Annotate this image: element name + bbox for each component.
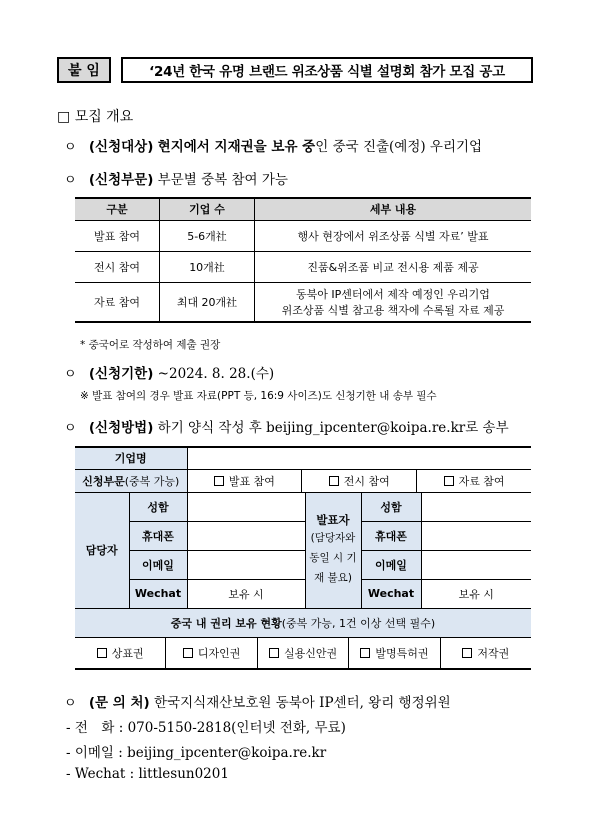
- page-title-text: ‘24년 한국 유명 브랜드 위조상품 식별 설명회 참가 모집 공고: [149, 64, 505, 80]
- manager-name-label: 성함: [129, 492, 187, 521]
- checkbox-icon[interactable]: [97, 648, 107, 658]
- circle-bullet-icon: ㅇ: [64, 173, 77, 188]
- note-presentation: ※ 발표 참여의 경우 발표 자료(PPT 등, 16:9 사이즈)도 신청기한 내 송부 필수: [80, 390, 437, 402]
- attachment-tag-text: 붙 임: [68, 63, 100, 79]
- checkbox-icon[interactable]: [444, 476, 454, 486]
- rights-options: [75, 637, 531, 669]
- deadline-text: ~2024. 8. 28.(수): [157, 366, 275, 382]
- table-row: [75, 282, 531, 322]
- target-bold: 현지에서 지재권을 보유 중: [157, 139, 316, 155]
- manager-name-field[interactable]: [187, 492, 305, 521]
- table-cell: 전시 참여: [75, 251, 160, 282]
- right-label: 발명특허권: [375, 646, 429, 660]
- option-label: 전시 참여: [343, 474, 390, 488]
- presenter-name-label: 성함: [361, 492, 421, 521]
- deadline-label: (신청기한): [88, 366, 154, 382]
- table-header: 세부 내용: [255, 198, 532, 220]
- checkbox-icon[interactable]: [462, 648, 472, 658]
- option-material[interactable]: [417, 470, 531, 492]
- table-cell-line: 동북아 IP센터에서 제작 예정인 우리기업: [296, 287, 490, 301]
- presenter-phone-label: 휴대폰: [361, 521, 421, 550]
- right-design[interactable]: [166, 638, 257, 668]
- company-field[interactable]: [187, 447, 531, 469]
- manager-label: 담당자: [75, 492, 129, 608]
- right-label: 실용신안권: [283, 646, 338, 660]
- right-label: 상표권: [111, 646, 144, 660]
- attachment-tag: [57, 57, 111, 83]
- category-options: [187, 469, 531, 492]
- contact-text: 한국지식재산보호원 동북아 IP센터, 왕리 행정위원: [154, 695, 451, 711]
- method-line: [64, 416, 509, 436]
- presenter-wechat-field[interactable]: 보유 시: [421, 579, 531, 608]
- presenter-email-field[interactable]: [421, 550, 531, 579]
- contact-label: (문 의 처): [88, 695, 150, 711]
- rights-title: [75, 608, 531, 637]
- right-trademark[interactable]: [75, 638, 166, 668]
- table-row: [75, 220, 531, 251]
- table-cell: 자료 참여: [75, 282, 160, 322]
- note-chinese: * 중국어로 작성하여 제출 권장: [80, 339, 221, 351]
- right-utility[interactable]: [258, 638, 349, 668]
- checkbox-icon[interactable]: [360, 648, 370, 658]
- option-label: 발표 참여: [228, 474, 275, 488]
- application-form: [75, 446, 531, 670]
- manager-phone-field[interactable]: [187, 521, 305, 550]
- category-label: (신청부문): [88, 172, 154, 188]
- contact-phone: - 전 화 : 070-5150-2818(인터넷 전화, 무료): [66, 720, 346, 736]
- presenter-note: (담당자와 동일 시 기재 불요): [309, 532, 357, 584]
- method-text: 하기 양식 작성 후 beijing_ipcenter@koipa.re.kr로 송부: [157, 420, 509, 436]
- presenter-label: [305, 492, 361, 608]
- table-cell: 발표 참여: [75, 220, 160, 251]
- right-patent[interactable]: [349, 638, 440, 668]
- option-presentation[interactable]: [188, 470, 303, 492]
- table-header: 기업 수: [160, 198, 255, 220]
- presenter-name-field[interactable]: [421, 492, 531, 521]
- contact-wechat: - Wechat : littlesun0201: [66, 766, 229, 782]
- presenter-email-label: 이메일: [361, 550, 421, 579]
- circle-bullet-icon: ㅇ: [64, 367, 77, 382]
- circle-bullet-icon: ㅇ: [64, 140, 77, 155]
- section-title-text: 모집 개요: [74, 109, 134, 125]
- table-header: 구분: [75, 198, 160, 220]
- category-line: [64, 168, 288, 188]
- right-copyright[interactable]: [441, 638, 531, 668]
- manager-phone-label: 휴대폰: [129, 521, 187, 550]
- right-label: 디자인권: [197, 646, 241, 660]
- category-field-label: [75, 469, 187, 492]
- manager-email-field[interactable]: [187, 550, 305, 579]
- presenter-label-text: 발표자: [316, 513, 350, 527]
- checkbox-icon[interactable]: [183, 648, 193, 658]
- category-table: [75, 197, 531, 323]
- table-cell-line: 위조상품 식별 참고용 책자에 수록될 자료 제공: [281, 303, 505, 317]
- contact-line: [64, 691, 451, 711]
- option-exhibition[interactable]: [302, 470, 417, 492]
- presenter-wechat-label: Wechat: [361, 579, 421, 608]
- manager-wechat-field[interactable]: 보유 시: [187, 579, 305, 608]
- circle-bullet-icon: ㅇ: [64, 696, 77, 711]
- page-title: [121, 57, 533, 83]
- circle-bullet-icon: ㅇ: [64, 421, 77, 436]
- category-field-note: (중복 가능): [124, 474, 180, 488]
- rights-title-text: 중국 내 권리 보유 현황: [170, 616, 282, 630]
- deadline-line: [64, 362, 274, 382]
- checkbox-icon[interactable]: [329, 476, 339, 486]
- company-label: 기업명: [75, 447, 187, 469]
- contact-email: - 이메일 : beijing_ipcenter@koipa.re.kr: [66, 745, 327, 761]
- right-label: 저작권: [477, 646, 510, 660]
- table-row: [75, 251, 531, 282]
- category-text: 부문별 중복 참여 가능: [157, 172, 288, 188]
- table-cell: 행사 현장에서 위조상품 식별 자료’ 발표: [255, 220, 532, 251]
- manager-email-label: 이메일: [129, 550, 187, 579]
- presenter-phone-field[interactable]: [421, 521, 531, 550]
- table-cell: [255, 282, 532, 322]
- table-cell: 진품&위조품 비교 전시용 제품 제공: [255, 251, 532, 282]
- checkbox-icon[interactable]: [269, 648, 279, 658]
- table-cell: 10개社: [160, 251, 255, 282]
- square-bullet-icon: □: [57, 109, 71, 125]
- table-cell: 최대 20개社: [160, 282, 255, 322]
- target-label: (신청대상): [88, 139, 154, 155]
- category-field-label-text: 신청부문: [82, 474, 125, 488]
- checkbox-icon[interactable]: [214, 476, 224, 486]
- rights-note: (중복 가능, 1건 이상 선택 필수): [281, 616, 436, 630]
- manager-wechat-label: Wechat: [129, 579, 187, 608]
- target-line: [64, 135, 482, 155]
- option-label: 자료 참여: [458, 474, 505, 488]
- method-label: (신청방법): [88, 420, 154, 436]
- section-title: [57, 106, 133, 126]
- target-text: 인 중국 진출(예정) 우리기업: [315, 139, 483, 155]
- table-cell: 5-6개社: [160, 220, 255, 251]
